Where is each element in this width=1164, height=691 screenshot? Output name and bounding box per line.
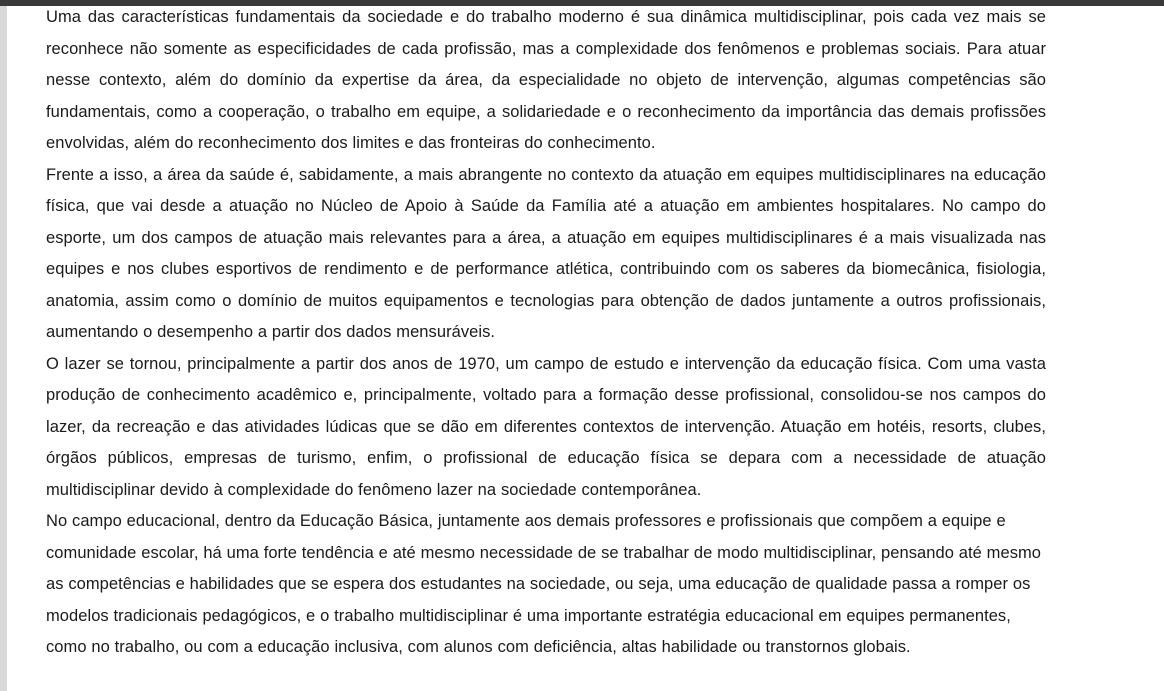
paragraph-3: O lazer se tornou, principalmente a partir dos anos de 1970, um campo de estudo e intervenção da educação física. Com uma vasta produção de conhecimento acadêmico e, principalmente, voltado para a formação desse profissional, consolidou-se nos campos do lazer, da recreação e das atividades lúdicas que se dão em diferentes contextos de intervenção. Atuação em hotéis, resorts, clubes, órgãos públicos, empresas de turismo, enfim, o profissional de educação física se depara com a necessidade de atuação multidisciplinar devido à complexidade do fenômeno lazer na sociedade contemporânea. — [46, 354, 1046, 499]
paragraph-4: No campo educacional, dentro da Educação Básica, juntamente aos demais professores e profissionais que compõem a equipe e comunidade escolar, há uma forte tendência e até mesmo necessidade de se trabalhar de modo multidisciplinar, pensando até mesmo as competências e habilidades que se espera dos estudantes na sociedade, ou seja, uma educação de qualidade passa a romper os modelos tradicionais pedagógicos, e o trabalho multidisciplinar é uma importante estratégia educacional em equipes permanentes, como no trabalho, ou com a educação inclusiva, com alunos com deficiência, altas habilidade ou transtornos globais. — [46, 512, 1042, 656]
left-margin-rule — [0, 6, 7, 691]
paragraph-2: Frente a isso, a área da saúde é, sabidamente, a mais abrangente no contexto da atuação em equipes multidisciplinares na educação física, que vai desde a atuação no Núcleo de Apoio à Saúde da Família até a atuação em ambientes hospitalares. No campo do esporte, um dos campos de atuação mais relevantes para a área, a atuação em equipes multidisciplinares é a mais visualizada nas equipes e nos clubes esportivos de rendimento e de performance atlética, contribuindo com os saberes da biomecânica, fisiologia, anatomia, assim como o domínio de muitos equipamentos e tecnologias para obtenção de dados juntamente a outros profissionais, aumentando o desempenho a partir dos dados mensuráveis. — [46, 165, 1046, 341]
document-body — [46, 0, 1046, 664]
paragraph-1: Uma das características fundamentais da sociedade e do trabalho moderno é sua dinâmica multidisciplinar, pois cada vez mais se reconhece não somente as especificidades de cada profissão, mas a complexidade dos fenômenos e problemas sociais. Para atuar nesse contexto, além do domínio da expertise da área, da especialidade no objeto de intervenção, algumas competências são fundamentais, como a cooperação, o trabalho em equipe, a solidariedade e o reconhecimento da importância das demais profissões envolvidas, além do reconhecimento dos limites e das fronteiras do conhecimento. — [46, 8, 1046, 152]
